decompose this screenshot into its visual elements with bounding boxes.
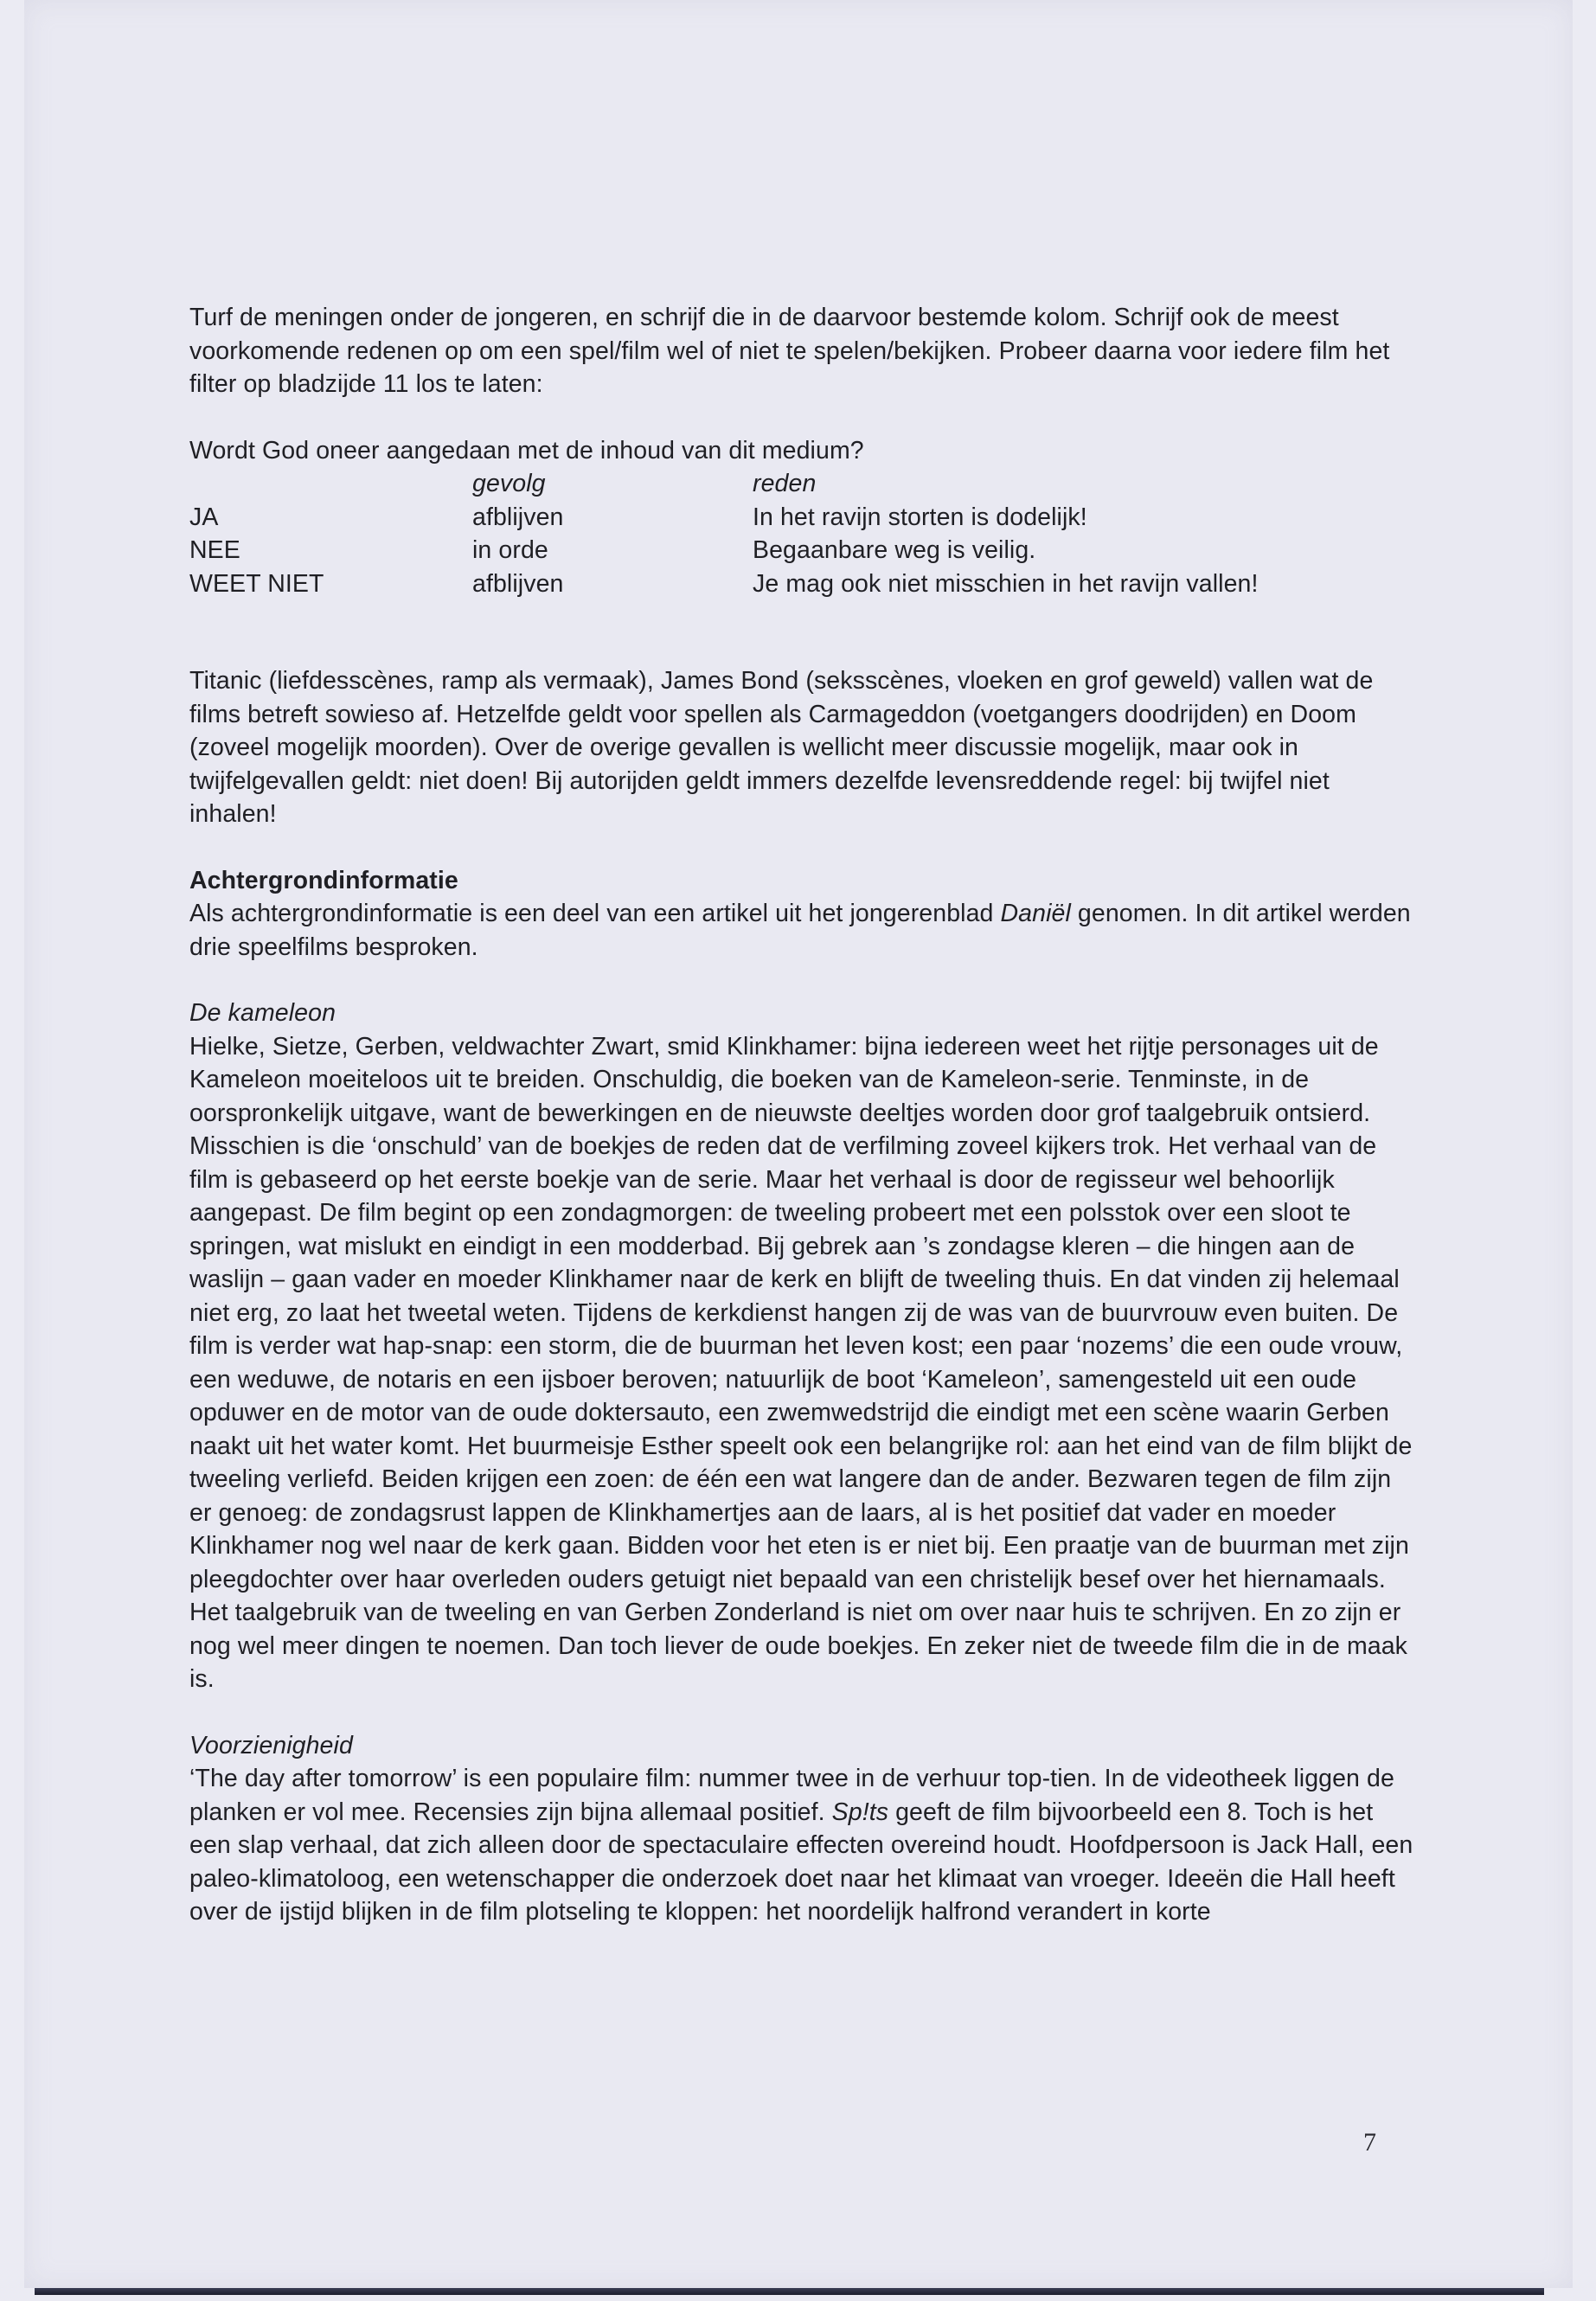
decision-table: [189, 467, 1418, 600]
table-header-row: [189, 467, 1418, 501]
reden-cell: Je mag ook niet misschien in het ravijn vallen!: [753, 569, 1259, 598]
header-gevolg: gevolg: [472, 470, 546, 497]
filter-question: Wordt God oneer aangedaan met de inhoud van dit medium?: [189, 436, 864, 465]
background-heading: Achtergrondinformatie: [189, 866, 458, 894]
background-intro: [189, 897, 1418, 964]
gevolg-cell: afblijven: [472, 569, 564, 598]
magazine-title: Daniël: [1000, 900, 1071, 927]
review-kameleon: [189, 997, 1418, 1696]
page-number: 7: [1363, 2128, 1376, 2157]
reden-cell: In het ravijn storten is dodelijk!: [753, 503, 1087, 531]
background-intro-start: Als achtergrondinformatie is een deel van een artikel uit het jongerenblad: [189, 900, 1001, 927]
review-title: Voorzienigheid: [189, 1731, 353, 1759]
table-row: [189, 534, 1418, 567]
answer-cell: JA: [189, 503, 219, 531]
header-blank: [189, 467, 472, 501]
answer-cell: WEET NIET: [189, 569, 324, 598]
review-voorzienigheid: [189, 1729, 1418, 1929]
review-text: [189, 1762, 1418, 1929]
header-reden: reden: [753, 470, 817, 497]
background-intro-end: genomen. In dit artikel werden drie speelfilms besproken.: [189, 900, 1411, 961]
document-body: [189, 301, 1418, 1929]
table-row: [189, 501, 1418, 535]
review-text: Hielke, Sietze, Gerben, veldwachter Zwart, smid Klinkhamer: bijna iedereen weet het rijtje personages uit de Kameleon moeiteloos uit te breiden. Onschuldig, die boeken van de Kameleon-serie. Tenminste, in de oorspronkelijk uitgave, want de bewerkingen en de nieuwste deeltjes worden door grof taalgebruik ontsierd. Misschien is die ‘onschuld’ van de boekjes de reden dat de verfilming zoveel kijkers trok. Het verhaal van de film is gebaseerd op het eerste boekje van de serie. Maar het verhaal is door de regisseur wel behoorlijk aangepast. De film begint op een zondagmorgen: de tweeling probeert met een polsstok over een sloot te springen, wat mislukt en eindigt in een modderbad. Bij gebrek aan ’s zondagse kleren – die hingen aan de waslijn – gaan vader en moeder Klinkhamer naar de kerk en blijft de tweeling thuis. En dat vinden zij helemaal niet erg, zo laat het tweetal weten. Tijdens de kerkdienst hangen zij de was van de buurvrouw even buiten. De film is verder wat hap-snap: een storm, die de buurman het leven kost; een paar ‘nozems’ die een oude vrouw, een weduwe, de notaris en een ijsboer beroven; natuurlijk de boot ‘Kameleon’, samengesteld uit een oude opduwer en de motor van de oude doktersauto, een zwemwedstrijd die eindigt met een scène waarin Gerben naakt uit het water komt. Het buurmeisje Esther speelt ook een belangrijke rol: aan het eind van de film blijkt de tweeling verliefd. Beiden krijgen een zoen: de één een wat langere dan de ander. Bezwaren tegen de film zijn er genoeg: de zondagsrust lappen de Klinkhamertjes aan de laars, al is het positief dat vader en moeder Klinkhamer nog wel naar de kerk gaan. Bidden voor het eten is er niet bij. Een praatje van de buurman met zijn pleegdochter over haar overleden ouders getuigt niet bepaald van een christelijk besef over het hiernamaals. Het taalgebruik van de tweeling en van Gerben Zonderland is niet om over naar huis te schrijven. En zo zijn er nog wel meer dingen te noemen. Dan toch liever de oude boekjes. En zeker niet de tweede film die in de maak is.: [189, 1032, 1413, 1693]
answer-cell: NEE: [189, 536, 240, 564]
spits-magazine: Sp!ts: [831, 1798, 889, 1826]
reden-cell: Begaanbare weg is veilig.: [753, 536, 1036, 564]
intro-paragraph: Turf de meningen onder de jongeren, en schrijf die in de daarvoor bestemde kolom. Schrijf ook de meest voorkomende redenen op om een spel/film wel of niet te spelen/bekijken. Probeer daarna voor iedere film het filter op bladzijde 11 los te laten:: [189, 304, 1390, 398]
gevolg-cell: afblijven: [472, 503, 564, 531]
review-text-end: geeft de film bijvoorbeeld een 8. Toch is het een slap verhaal, dat zich alleen door de spectaculaire effecten overeind houdt. Hoofdpersoon is Jack Hall, een paleo-klimatoloog, een wetenschapper die onderzoek doet naar het klimaat van vroeger. Ideeën die Hall heeft over de ijstijd blijken in de film plotseling te kloppen: het noordelijk halfrond verandert in korte: [189, 1798, 1413, 1926]
table-row: [189, 567, 1418, 601]
gevolg-cell: in orde: [472, 536, 548, 564]
review-text-start: ‘The day after tomorrow’ is een populaire film: nummer twee in de verhuur top-tien. In de videotheek liggen de planken er vol mee. Recensies zijn bijna allemaal positief.: [189, 1765, 1394, 1826]
page-bottom-edge: [35, 2288, 1544, 2295]
review-title: De kameleon: [189, 999, 337, 1027]
titanic-paragraph: Titanic (liefdesscènes, ramp als vermaak), James Bond (seksscènes, vloeken en grof geweld) vallen wat de films betreft sowieso af. Hetzelfde geldt voor spellen als Carmageddon (voetgangers doodrijden) en Doom (zoveel mogelijk moorden). Over de overige gevallen is wellicht meer discussie mogelijk, maar ook in twijfelgevallen geldt: niet doen! Bij autorijden geldt immers dezelfde levensreddende regel: bij twijfel niet inhalen!: [189, 667, 1374, 828]
